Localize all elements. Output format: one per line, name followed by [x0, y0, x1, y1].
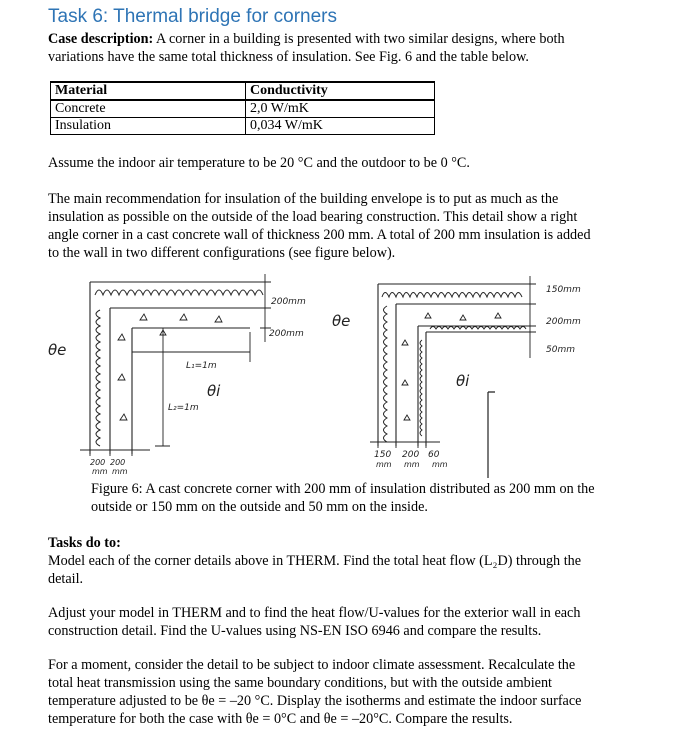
recommendation-line: insulation as possible on the outside of the load bearing construction. This detail show a right: [48, 209, 578, 225]
task-3-paragraph: [48, 656, 648, 728]
right-dim-concrete: 200mm: [546, 317, 581, 327]
recommendation-line: angle corner in a cast concrete wall of thickness 200 mm. A total of 200 mm insulation is added: [48, 227, 591, 243]
left-bottom-dim-ins: 200: [90, 458, 106, 467]
task-2-paragraph: [48, 604, 648, 640]
recommendation-line: The main recommendation for insulation of the building envelope is to put as much as the: [48, 191, 559, 207]
task-2-line: Adjust your model in THERM and to find the heat flow/U-values for the exterior wall in each: [48, 605, 581, 621]
figure-caption: [91, 480, 651, 516]
case-line-2: variations have the same total thickness of insulation. See Fig. 6 and the table below.: [48, 49, 529, 65]
material-table: [50, 81, 435, 135]
left-l1-label: L₁=1m: [186, 361, 217, 371]
corner-detail-sketch: [40, 270, 640, 482]
cell-material: Concrete: [51, 100, 246, 118]
task-2-line: construction detail. Find the U-values using NS-EN ISO 6946 and compare the results.: [48, 623, 542, 639]
right-dim-outer: 150mm: [546, 285, 581, 295]
case-line-1: A corner in a building is presented with two similar designs, where both: [153, 31, 565, 47]
caption-line: outside or 150 mm on the outside and 50 mm on the inside.: [91, 499, 428, 515]
right-bottom-dim-conc-unit: mm: [404, 460, 420, 469]
left-dim-concrete: 200mm: [269, 329, 304, 339]
task-3-line: temperature adjusted to be θe = –20 °C. Display the isotherms and estimate the indoor surface: [48, 693, 582, 709]
task-3-line: temperature for both the case with θe = 0°C and θe = –20°C. Compare the results.: [48, 711, 513, 727]
left-theta-e: θe: [48, 341, 67, 359]
right-corner-sketch: [370, 276, 536, 478]
left-bottom-dim-conc: 200: [110, 458, 126, 467]
left-l2-label: L₂=1m: [168, 403, 199, 413]
tasks-heading: Tasks do to:: [48, 535, 121, 551]
table-header-row: [51, 82, 435, 100]
case-label: Case description:: [48, 31, 154, 47]
right-theta-i: θi: [456, 372, 470, 390]
task-1-line: Model each of the corner details above in THERM. Find the total heat flow (L₂D) through the: [48, 553, 582, 569]
left-corner-sketch: [80, 274, 271, 456]
header-material: Material: [51, 82, 246, 100]
left-dim-insulation: 200mm: [271, 297, 306, 307]
header-conductivity: Conductivity: [246, 82, 435, 100]
case-description: [48, 30, 648, 66]
right-bottom-dim-outer-unit: mm: [376, 460, 392, 469]
right-theta-e: θe: [332, 312, 351, 330]
task-3-line: total heat transmission using the same boundary conditions, but with the outside ambient: [48, 675, 552, 691]
task-3-line: For a moment, consider the detail to be subject to indoor climate assessment. Recalculate the: [48, 657, 576, 673]
table-row: [51, 118, 435, 135]
caption-line: Figure 6: A cast concrete corner with 200 mm of insulation distributed as 200 mm on the: [91, 481, 595, 497]
right-bottom-dim-inner: 60: [428, 450, 440, 460]
recommendation-paragraph: [48, 190, 648, 262]
cell-conductivity: 2,0 W/mK: [246, 100, 435, 118]
right-bottom-dim-inner-unit: mm: [432, 460, 448, 469]
task-1-line: detail.: [48, 571, 84, 587]
assumption-text: Assume the indoor air temperature to be 20 °C and the outdoor to be 0 °C.: [48, 155, 470, 171]
cell-conductivity: 0,034 W/mK: [246, 118, 435, 135]
left-theta-i: θi: [207, 382, 221, 400]
right-dim-inner: 50mm: [546, 345, 575, 355]
left-bottom-dim-ins-unit: mm: [92, 467, 108, 476]
left-bottom-dim-conc-unit: mm: [112, 467, 128, 476]
cell-material: Insulation: [51, 118, 246, 135]
task-title: Task 6: Thermal bridge for corners: [48, 6, 337, 27]
tasks-section: [48, 534, 648, 588]
right-bottom-dim-outer: 150: [374, 450, 392, 460]
recommendation-line: to the wall in two different configurations (see figure below).: [48, 245, 396, 261]
right-bottom-dim-conc: 200: [402, 450, 420, 460]
table-row: [51, 100, 435, 118]
